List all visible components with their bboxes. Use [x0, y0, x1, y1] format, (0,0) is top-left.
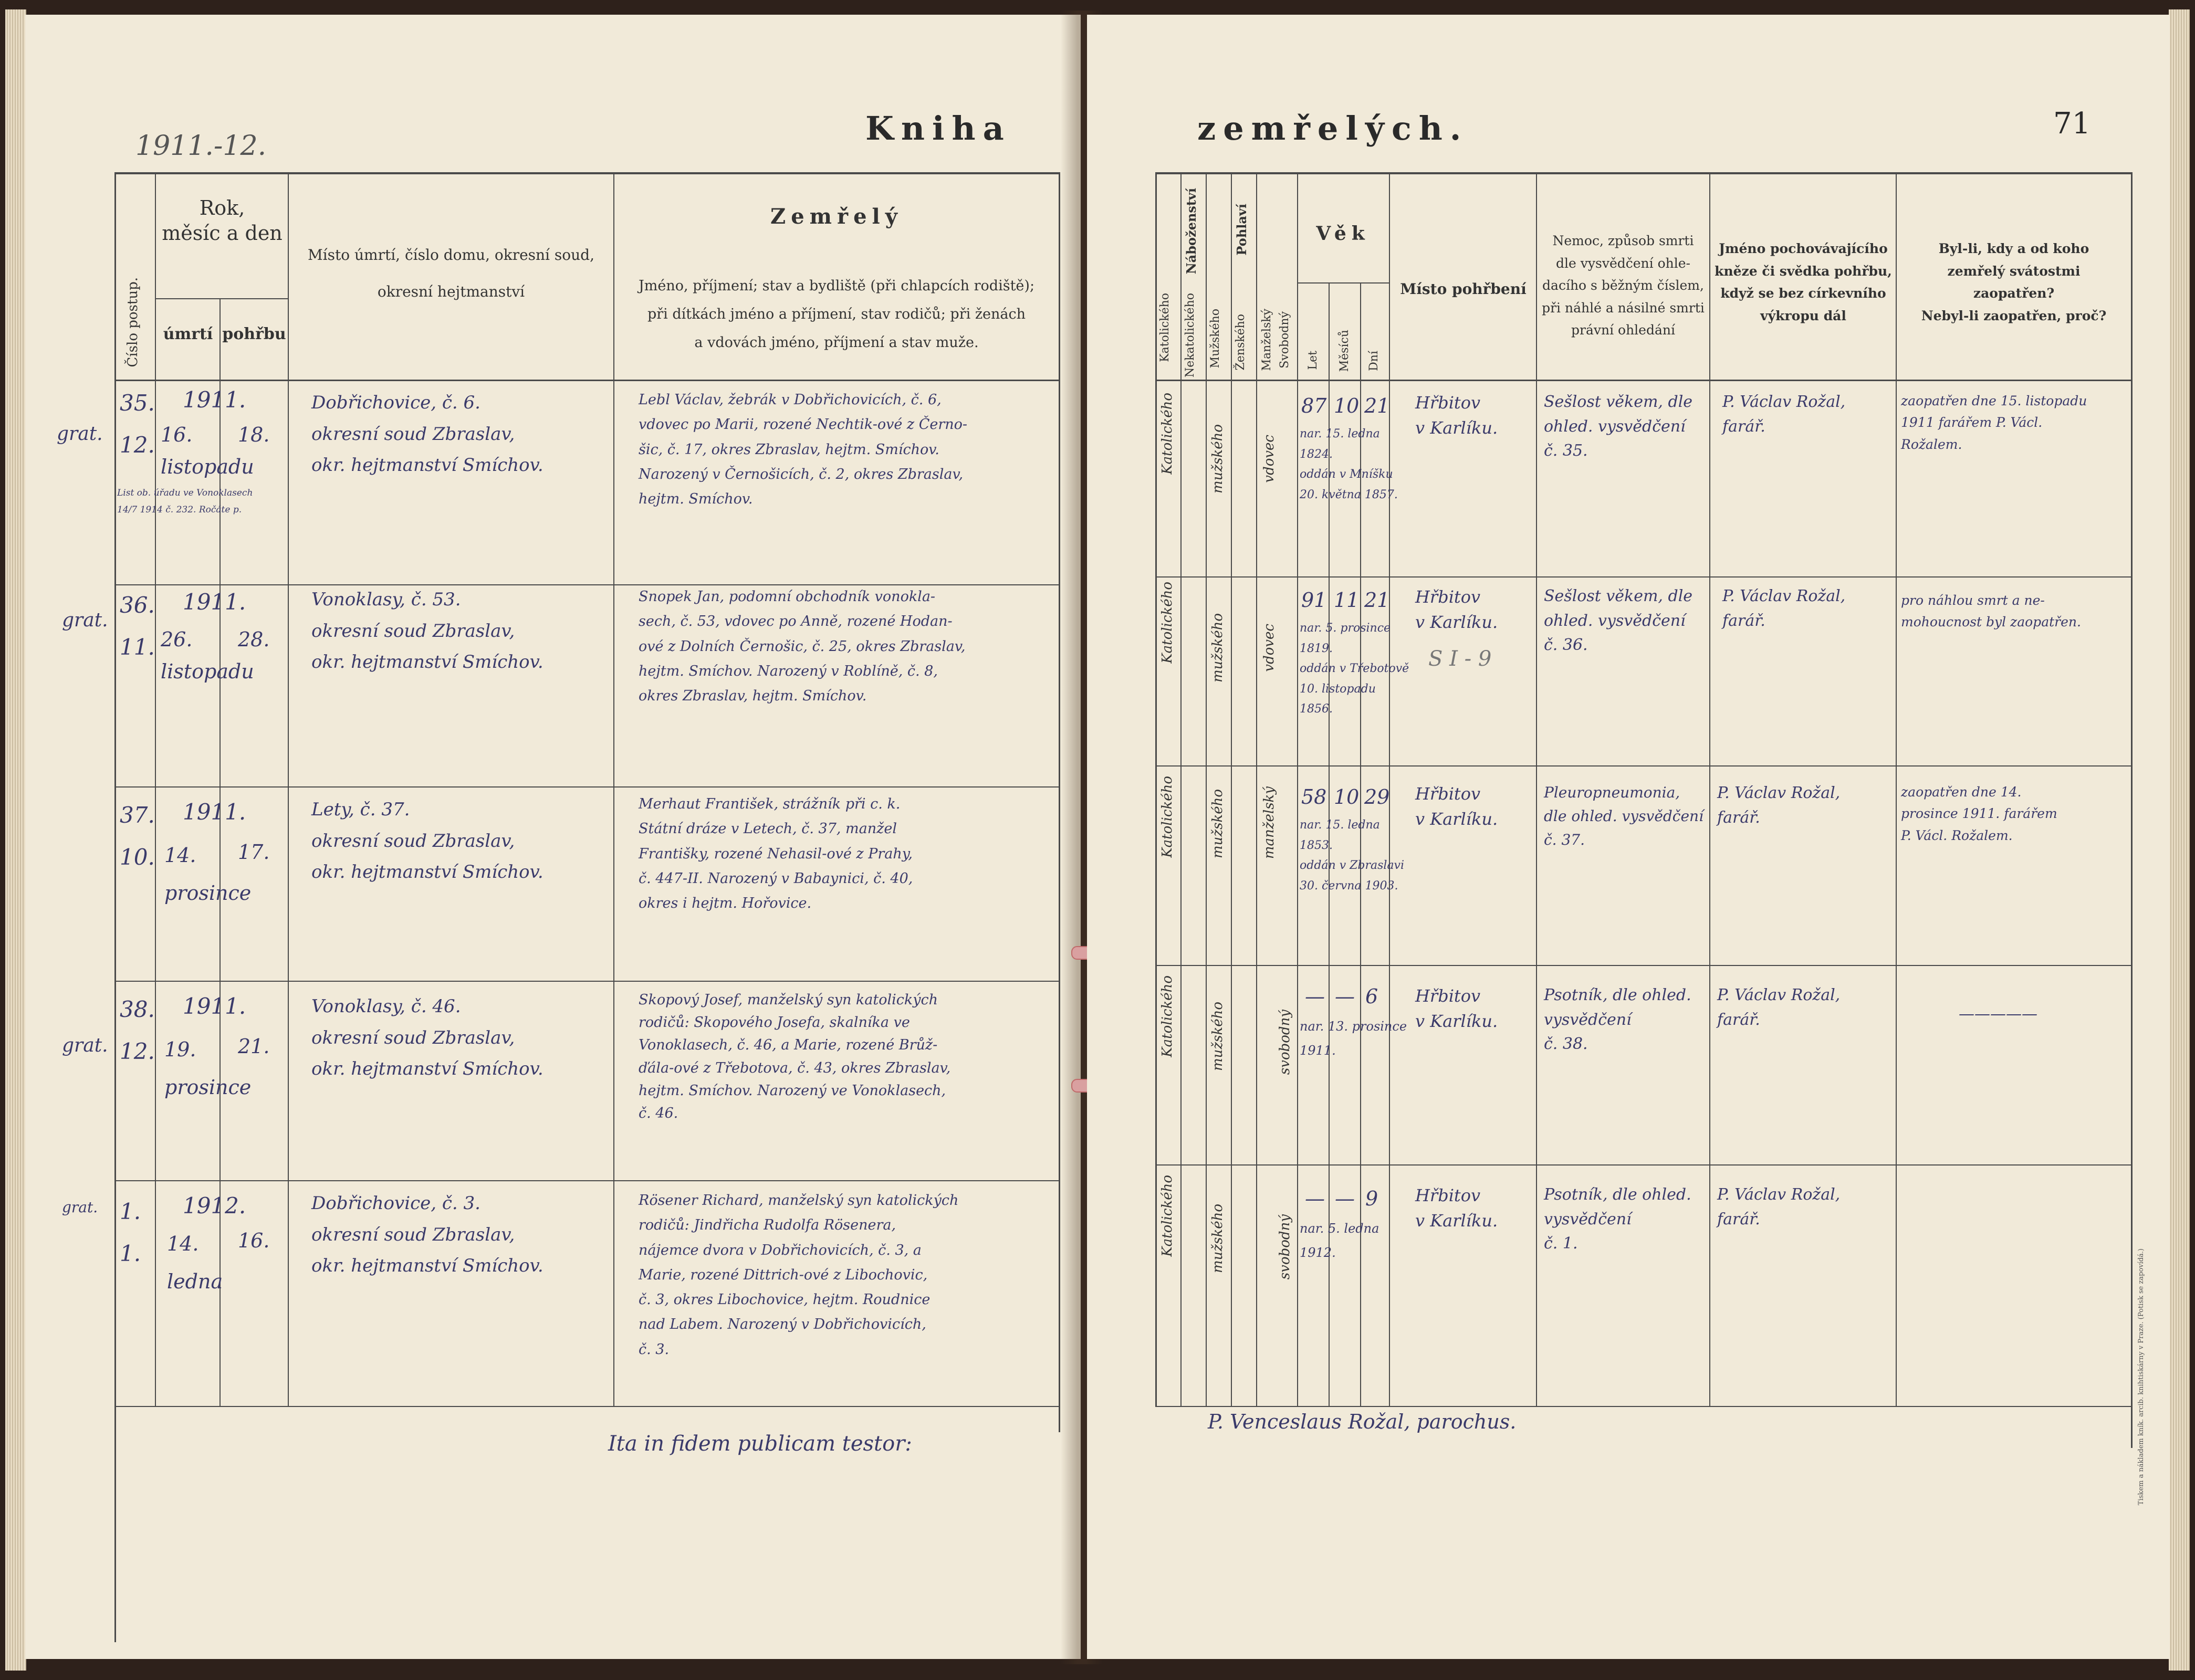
row-divider: [1155, 765, 2132, 766]
entry-place: Dobřichovice, č. 3. okresní soud Zbraslav, okr. hejtmanství Smíchov.: [311, 1193, 543, 1276]
entry-burial-date: 28.: [238, 628, 270, 651]
entry-priest: P. Václav Rožal, farář.: [1717, 986, 1841, 1029]
entry-burial-place: Hřbitov v Karlíku.: [1415, 393, 1498, 438]
entry-margin: grat.: [57, 423, 103, 445]
entry-margin: grat.: [62, 1199, 98, 1216]
vek-sub-line: [1297, 282, 1389, 284]
right-page: [1087, 15, 2170, 1659]
row-divider: [114, 786, 1060, 788]
entry-deceased: Lebl Václav, žebrák v Dobřichovicích, č. 6, vdovec po Marii, rozené Nechtik-ové z Černo- šic, č. 17, okres Zbraslav, hejtm. Smíchov. Narozený v Černošicích, č. 2, okres Zbraslav, hejtm. Smíchov.: [639, 392, 968, 507]
entry-year: 1911.: [183, 589, 246, 615]
col-divider: [1896, 172, 1897, 1406]
entry-age-days: 29: [1364, 785, 1390, 808]
entry-age-note: nar. 13. prosince 1911.: [1300, 1019, 1407, 1058]
col-divider: [1206, 172, 1207, 1406]
col-header-mesicu: Měsíců: [1338, 330, 1351, 372]
col-header-dni: Dní: [1367, 351, 1381, 371]
entry-religion: Katolického: [1159, 393, 1175, 475]
entry-burial-place: Hřbitov v Karlíku.: [1415, 1185, 1498, 1231]
entry-status: vdovec: [1261, 435, 1277, 483]
entry-priest: P. Václav Rožal, farář.: [1717, 784, 1841, 827]
col-divider: [1256, 172, 1257, 1406]
entry-age-months: 11: [1334, 589, 1360, 612]
entry-number: 36. 11.: [120, 592, 155, 660]
entry-sex: mužského: [1210, 1204, 1226, 1273]
entry-sacrament: zaopatřen dne 14. prosince 1911. farářem P. Václ. Rožalem.: [1901, 784, 2057, 843]
row-divider: [1155, 1164, 2132, 1166]
entry-age-days: 6: [1365, 985, 1378, 1008]
entry-place: Lety, č. 37. okresní soud Zbraslav, okr. hejtmanství Smíchov.: [311, 799, 543, 883]
entry-margin: grat.: [62, 1035, 108, 1056]
entry-age-months: —: [1335, 985, 1355, 1008]
entry-note: List ob. úřadu ve Vonoklasech 14/7 1914 č. 232. Ročáte p.: [117, 488, 253, 516]
entry-age-note: nar. 15. ledna 1853. oddán v Zbraslavi 30. června 1903.: [1300, 818, 1405, 892]
entry-year: 1911.: [183, 799, 246, 825]
entry-age-years: 87: [1301, 394, 1327, 417]
entry-place: Vonoklasy, č. 53. okresní soud Zbraslav, okr. hejtmanství Smíchov.: [311, 589, 543, 673]
entry-burial-place: Hřbitov v Karlíku.: [1415, 986, 1498, 1031]
entry-burial-place: Hřbitov v Karlíku.: [1415, 587, 1498, 632]
row-divider: [1155, 576, 2132, 578]
entry-age-months: 10: [1334, 785, 1360, 808]
title-right: zemřelých.: [1197, 109, 1469, 148]
entry-burial-date: 17.: [238, 841, 270, 864]
entry-sacrament: —————: [1959, 1005, 2037, 1023]
col-header-zaopatren: Byl-li, kdy a od koho zemřelý svátostmi zaopatřen? Nebyl-li zaopatřen, proč?: [1921, 241, 2107, 323]
entry-deceased: Merhaut František, strážník při c. k. Státní dráze v Letech, č. 37, manžel Františky, rozené Nehasil-ové z Prahy, č. 447-II. Narozený v Babaynici, č. 40, okres i hejtm. Hořovice.: [639, 796, 913, 911]
footer-left-attestation: Ita in fidem publicam testor:: [608, 1432, 912, 1456]
printer-imprint: Tiskem a nákladem kník. arcib. knihtiskárny v Praze. (Potisk se zapovídá.): [2137, 1248, 2145, 1506]
entry-priest: P. Václav Rožal, farář.: [1717, 1185, 1841, 1228]
entry-burial-place: Hřbitov v Karlíku.: [1415, 784, 1498, 829]
entry-burial-date: 16.: [238, 1229, 270, 1252]
rok-sub-line: [155, 298, 288, 299]
entry-religion: Katolického: [1159, 1175, 1175, 1257]
col-divider: [1709, 172, 1710, 1406]
title-left: Kniha: [865, 109, 1011, 148]
col-divider: [613, 172, 614, 1406]
col-header-misto: Místo úmrtí, číslo domu, okresní soud, okresní hejtmanství: [308, 246, 594, 300]
entry-sacrament: zaopatřen dne 15. listopadu 1911 farářem P. Václ. Rožalem.: [1901, 393, 2087, 452]
right-border: [2131, 172, 2133, 1448]
entry-death-date: 14. prosince: [164, 844, 252, 905]
left-border: [114, 172, 116, 1642]
entry-age-note: nar. 15. ledna 1824. oddán v Mníšku 20. května 1857.: [1300, 427, 1398, 501]
col-header-svobodny: Svobodný: [1278, 311, 1291, 369]
col-header-pohrbu: pohřbu: [222, 325, 286, 343]
entry-religion: Katolického: [1159, 975, 1175, 1057]
entry-priest: P. Václav Rožal, farář.: [1722, 393, 1846, 436]
col-header-zemrely: Zemřelý: [770, 204, 903, 229]
col-header-let: Let: [1306, 351, 1320, 370]
col-header-katolicke: Katolického: [1158, 293, 1172, 362]
row-divider: [114, 981, 1060, 982]
entry-religion: Katolického: [1159, 582, 1175, 664]
entry-burial-date: 18.: [238, 423, 270, 446]
entry-status: svobodný: [1277, 1214, 1293, 1280]
entry-sex: mužského: [1210, 424, 1226, 494]
entry-deceased: Rösener Richard, manželský syn katolických rodičů: Jindřicha Rudolfa Rösenera, nájemce dvora v Dobřichovicích, č. 3, a Marie, rozené Dittrich-ové z Libochovic, č. 3, okres Libochovice, hejtm. Roudnice nad Labem. Narozený v Dobřichovicích, č. 3.: [639, 1192, 959, 1358]
col-divider: [1536, 172, 1537, 1406]
entry-age-note: nar. 5. ledna 1912.: [1300, 1221, 1379, 1260]
row-divider: [114, 1180, 1060, 1181]
entry-death-date: 16. listopadu: [161, 423, 254, 478]
left-page-edge: [5, 9, 26, 1671]
right-page-edge: [2169, 9, 2190, 1671]
left-header-bottom-border: [114, 380, 1060, 381]
entry-age-days: 9: [1365, 1187, 1378, 1210]
entry-sex: mužského: [1210, 789, 1226, 858]
col-header-pohlavi: Pohlaví: [1234, 204, 1249, 256]
entry-age-note: nar. 5. prosince 1819. oddán v Třebotově 10. listopadu 1856.: [1300, 622, 1409, 716]
col-header-umrti: úmrtí: [163, 325, 213, 343]
entry-year: 1912.: [183, 1193, 246, 1219]
entry-cause: Sešlost věkem, dle ohled. vysvědčení č. 36.: [1544, 587, 1693, 654]
entry-age-years: 58: [1301, 785, 1327, 808]
entry-status: vdovec: [1261, 624, 1277, 672]
col-header-manzelsky: Manželský: [1260, 309, 1273, 371]
right-table-top-border: [1155, 172, 2132, 174]
col-divider: [1231, 172, 1232, 1406]
entry-cause: Psotník, dle ohled. vysvědčení č. 1.: [1544, 1185, 1691, 1253]
entry-age-months: 10: [1334, 394, 1360, 417]
entry-religion: Katolického: [1159, 776, 1175, 858]
entry-number: 38. 12.: [120, 996, 155, 1064]
footer-priest-signature: P. Venceslaus Rožal, parochus.: [1208, 1410, 1517, 1433]
entry-cause: Sešlost věkem, dle ohled. vysvědčení č. 35.: [1544, 393, 1693, 460]
col-header-rok: Rok, měsíc a den: [162, 196, 283, 245]
entry-burial-date: 21.: [238, 1035, 270, 1058]
col-divider: [1297, 172, 1298, 1406]
entry-place: Vonoklasy, č. 46. okresní soud Zbraslav, okr. hejtmanství Smíchov.: [311, 996, 543, 1079]
entry-place: Dobřichovice, č. 6. okresní soud Zbraslav, okr. hejtmanství Smíchov.: [311, 392, 543, 476]
col-header-cislo: Číslo postup.: [125, 277, 141, 368]
right-border: [1059, 172, 1060, 1432]
entry-age-days: 21: [1364, 589, 1390, 612]
col-header-vek: Věk: [1316, 223, 1370, 245]
entry-priest: P. Václav Rožal, farář.: [1722, 587, 1846, 630]
entry-year: 1911.: [183, 387, 246, 413]
col-divider: [288, 172, 289, 1406]
col-header-knez: Jméno pochovávajícího kněze či svědka pohřbu, když se bez církevního výkropu dál: [1715, 241, 1892, 323]
entry-death-date: 26. listopadu: [161, 628, 254, 683]
entry-year: 1911.: [183, 993, 246, 1019]
entry-status: manželský: [1261, 786, 1277, 859]
entry-sex: mužského: [1210, 1002, 1226, 1071]
right-header-bottom-border: [1155, 380, 2132, 381]
entry-sacrament: pro náhlou smrt a ne- mohoucnost byl zaopatřen.: [1901, 593, 2081, 630]
entry-status: svobodný: [1277, 1010, 1293, 1075]
entry-age-years: —: [1305, 985, 1325, 1008]
col-header-nekatolicke: Nekatolického: [1184, 293, 1197, 377]
col-header-nabozenstvi: Náboženství: [1184, 188, 1199, 275]
left-table-top-border: [114, 172, 1060, 174]
col-header-zemrely-desc: Jméno, příjmení; stav a bydliště (při chlapcích rodiště); při dítkách jméno a příjmení, stav rodičů; při ženách a vdovách jméno, příjmení a stav muže.: [638, 278, 1035, 351]
year-pencil-note: 1911.-12.: [135, 130, 267, 162]
col-header-zenske: Ženského: [1234, 314, 1247, 371]
entry-death-date: 14. ledna: [167, 1232, 223, 1294]
col-header-muzske: Mužského: [1209, 309, 1222, 369]
entry-number: 35. 12.: [120, 390, 155, 458]
row-divider: [1155, 965, 2132, 966]
entry-age-years: 91: [1301, 589, 1327, 612]
entry-deceased: Snopek Jan, podomní obchodník vonokla- sech, č. 53, vdovec po Anně, rozené Hodan- ové z Dolních Černošic, č. 25, okres Zbraslav, hejtm. Smíchov. Narozený v Roblíně, č. 8, okres Zbraslav, hejtm. Smíchov.: [639, 589, 966, 704]
entry-number: 37. 10.: [120, 802, 155, 870]
entry-cause: Pleuropneumonia, dle ohled. vysvědčení č. 37.: [1544, 784, 1704, 848]
col-header-misto-pohrbu: Místo pohřbení: [1400, 280, 1527, 298]
entry-sex: mužského: [1210, 613, 1226, 682]
left-border: [1155, 172, 1157, 1406]
entry-margin: grat.: [62, 610, 108, 631]
entry-number: 1. 1.: [120, 1199, 141, 1266]
entry-deceased: Skopový Josef, manželský syn katolických rodičů: Skopového Josefa, skalníka ve Vonoklasech, č. 46, a Marie, rozené Brůž- ďála-ové z Třebotova, č. 43, okres Zbraslav, hejtm. Smíchov. Narozený ve Vonoklasech, č. 46.: [639, 992, 951, 1121]
col-divider: [155, 172, 156, 1406]
entry-death-date: 19. prosince: [164, 1038, 252, 1099]
entry-age-days: 21: [1364, 394, 1390, 417]
entry-age-months: —: [1335, 1187, 1355, 1210]
entry-cause: Psotník, dle ohled. vysvědčení č. 38.: [1544, 986, 1691, 1053]
left-page: [25, 15, 1081, 1659]
page-number: 71: [2053, 107, 2091, 141]
col-divider: [1180, 172, 1182, 1406]
col-header-nemoc: Nemoc, způsob smrti dle vysvědčení ohle- dacího s běžným číslem, při náhlé a násilné smrti právní ohledání: [1542, 233, 1705, 338]
row-divider: [114, 1406, 1060, 1407]
archive-stamp: S I - 9: [1428, 647, 1492, 671]
entry-age-years: —: [1305, 1187, 1325, 1210]
